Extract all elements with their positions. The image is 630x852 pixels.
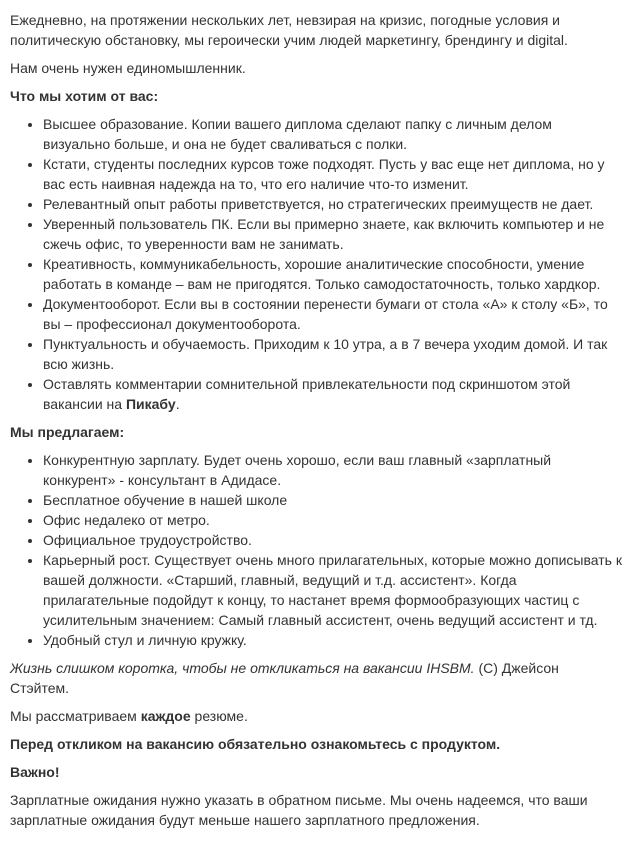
list-item: • Уверенный пользователь ПК. Если вы примерно знаете, как включить компьютер и не сжечь офис, то уверенности вам не занимать. [43, 214, 622, 254]
quote-paragraph [10, 658, 610, 698]
requirements-list [10, 114, 622, 414]
resume-note-text: Мы рассматриваем [10, 708, 141, 724]
quote-text: Жизнь слишком коротка, чтобы не откликаться на вакансии IHSBM. [10, 660, 475, 676]
list-item: • Высшее образование. Копии вашего диплома сделают папку с личным делом визуально больше, и она не будет сваливаться с полки. [43, 114, 622, 154]
important-heading: Важно! [10, 764, 60, 780]
list-item-text: Оставлять комментарии сомнительной привлекательности под скриншотом этой вакансии на [43, 376, 571, 412]
list-item: • Карьерный рост. Существует очень много прилагательных, которые можно дописывать к вашей должности. «Старший, главный, ведущий и т.д. ассистент». Когда прилагательные подойдут к концу, то настанет время формообразующих частиц с усилительным значением: Самый главный ассистент, очень ведущий ассистент и тд. [43, 550, 622, 630]
offer-heading: Мы предлагаем: [10, 424, 125, 440]
list-item: • Релевантный опыт работы приветствуется, но стратегических преимуществ не дает. [43, 194, 622, 214]
requirements-heading: Что мы хотим от вас: [10, 88, 159, 104]
list-item: • Бесплатное обучение в нашей школе [43, 490, 622, 510]
list-item: • Конкурентную зарплату. Будет очень хорошо, если ваш главный «зарплатный конкурент» - консультант в Адидасе. [43, 450, 622, 490]
salary-note: Зарплатные ожидания нужно указать в обратном письме. Мы очень надеемся, что ваши зарплатные ожидания будут меньше нашего зарплатного предложения. [10, 792, 588, 828]
list-item: • Документооборот. Если вы в состоянии перенести бумаги от стола «А» к столу «Б», то вы – профессионал документооборота. [43, 294, 622, 334]
pikabu-mention: Пикабу [125, 396, 176, 412]
intro-paragraph: Ежедневно, на протяжении нескольких лет, невзирая на кризис, погодные условия и политическую обстановку, мы героически учим людей маркетингу, брендингу и digital. [10, 12, 568, 48]
product-note: Перед откликом на вакансию обязательно ознакомьтесь с продуктом. [10, 736, 501, 752]
list-item: • Удобный стул и личную кружку. [43, 630, 622, 650]
offer-list [10, 450, 622, 650]
resume-note [10, 706, 622, 726]
list-item-text: . [175, 396, 180, 412]
vacancy-description [10, 10, 622, 830]
list-item: • Пунктуальность и обучаемость. Приходим к 10 утра, а в 7 вечера уходим домой. И так всю жизнь. [43, 334, 622, 374]
resume-note-text: резюме. [190, 708, 248, 724]
need-paragraph: Нам очень нужен единомышленник. [10, 60, 246, 76]
quote-attribution: (С) Джейсон Стэйтем. [10, 660, 559, 696]
list-item: • Официальное трудоустройство. [43, 530, 622, 550]
list-item: • Креативность, коммуникабельность, хорошие аналитические способности, умение работать в команде – вам не пригодятся. Только самодостаточность, только хардкор. [43, 254, 622, 294]
list-item [43, 374, 622, 414]
resume-note-emphasis: каждое [140, 708, 191, 724]
list-item: • Кстати, студенты последних курсов тоже подходят. Пусть у вас еще нет диплома, но у вас есть наивная надежда на то, что его наличие что-то изменит. [43, 154, 622, 194]
list-item: • Офис недалеко от метро. [43, 510, 622, 530]
